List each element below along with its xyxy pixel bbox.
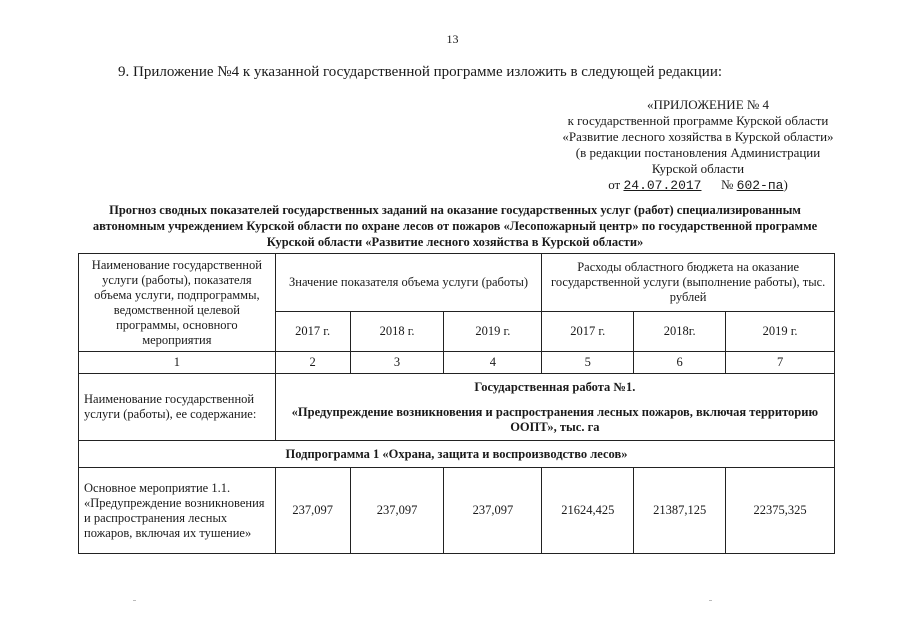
date-prefix: от [608,177,621,192]
year-expenses-2017: 2017 г. [542,312,634,352]
appendix-line-4: (в редакции постановления Администрации [575,145,821,160]
measure-value-cell: 22375,325 [726,468,835,554]
scan-speck [709,600,712,601]
year-volume-2018: 2018 г. [350,312,444,352]
appendix-line-3: «Развитие лесного хозяйства в Курской области» [562,129,834,144]
handwritten-date: 24.07.2017 [623,178,702,193]
measure-value-cell: 21387,125 [634,468,726,554]
col-number-6: 6 [634,352,726,374]
year-expenses-2019: 2019 г. [726,312,835,352]
title-line-3: Курской области «Развитие лесного хозяйства в Курской области» [266,235,644,249]
document-title [60,202,850,250]
title-line-1: Прогноз сводных показателей государственных заданий на оказание государственных услуг (работ) специализированным [109,203,801,217]
year-volume-2019: 2019 г. [444,312,542,352]
col-number-4: 4 [444,352,542,374]
number-prefix: № [720,177,734,192]
col-number-7: 7 [726,352,835,374]
col-number-2: 2 [275,352,350,374]
measure-value-cell: 21624,425 [542,468,634,554]
measure-value-cell: 237,097 [275,468,350,554]
subprogram-row: Подпрограмма 1 «Охрана, защита и воспроизводство лесов» [79,441,835,468]
intro-paragraph: 9. Приложение №4 к указанной государственной программе изложить в следующей редакции: [118,64,723,80]
service-title: Государственная работа №1. [474,379,636,394]
year-expenses-2018: 2018г. [634,312,726,352]
page-number: 13 [446,32,459,46]
closing-paren: ) [783,177,788,192]
col-number-1: 1 [79,352,276,374]
appendix-title: «ПРИЛОЖЕНИЕ № 4 [646,97,770,112]
measure-value-cell: 237,097 [444,468,542,554]
scan-speck [133,600,136,601]
indicators-table [78,253,835,554]
appendix-date-line [548,177,848,194]
header-expenses-cell: Расходы областного бюджета на оказание государственной услуги (выполнение работы), тыс. рублей [542,254,835,312]
measure-value-cell: 237,097 [350,468,444,554]
title-line-2: автономным учреждением Курской области по охране лесов от пожаров «Лесопожарный центр» по государственной программе [92,219,818,233]
appendix-header [548,97,848,194]
header-volume-cell: Значение показателя объема услуги (работы) [275,254,542,312]
col-number-3: 3 [350,352,444,374]
measure-name-cell: Основное мероприятие 1.1. «Предупреждение возникновения и распространения лесных пожаров, включая их тушение» [79,468,276,554]
service-label-cell: Наименование государственной услуги (работы), ее содержание: [79,374,276,441]
service-content-cell [275,374,834,441]
appendix-line-2: к государственной программе Курской области [567,113,829,128]
service-description: «Предупреждение возникновения и распространения лесных пожаров, включая территорию ООПТ», тыс. га [291,404,819,434]
header-name-cell: Наименование государственной услуги (работы), показателя объема услуги, подпрограммы, ведомственной целевой программы, основного мероприятия [79,254,276,352]
col-number-5: 5 [542,352,634,374]
handwritten-number: 602-па [736,178,784,193]
appendix-line-5: Курской области [651,161,745,176]
year-volume-2017: 2017 г. [275,312,350,352]
